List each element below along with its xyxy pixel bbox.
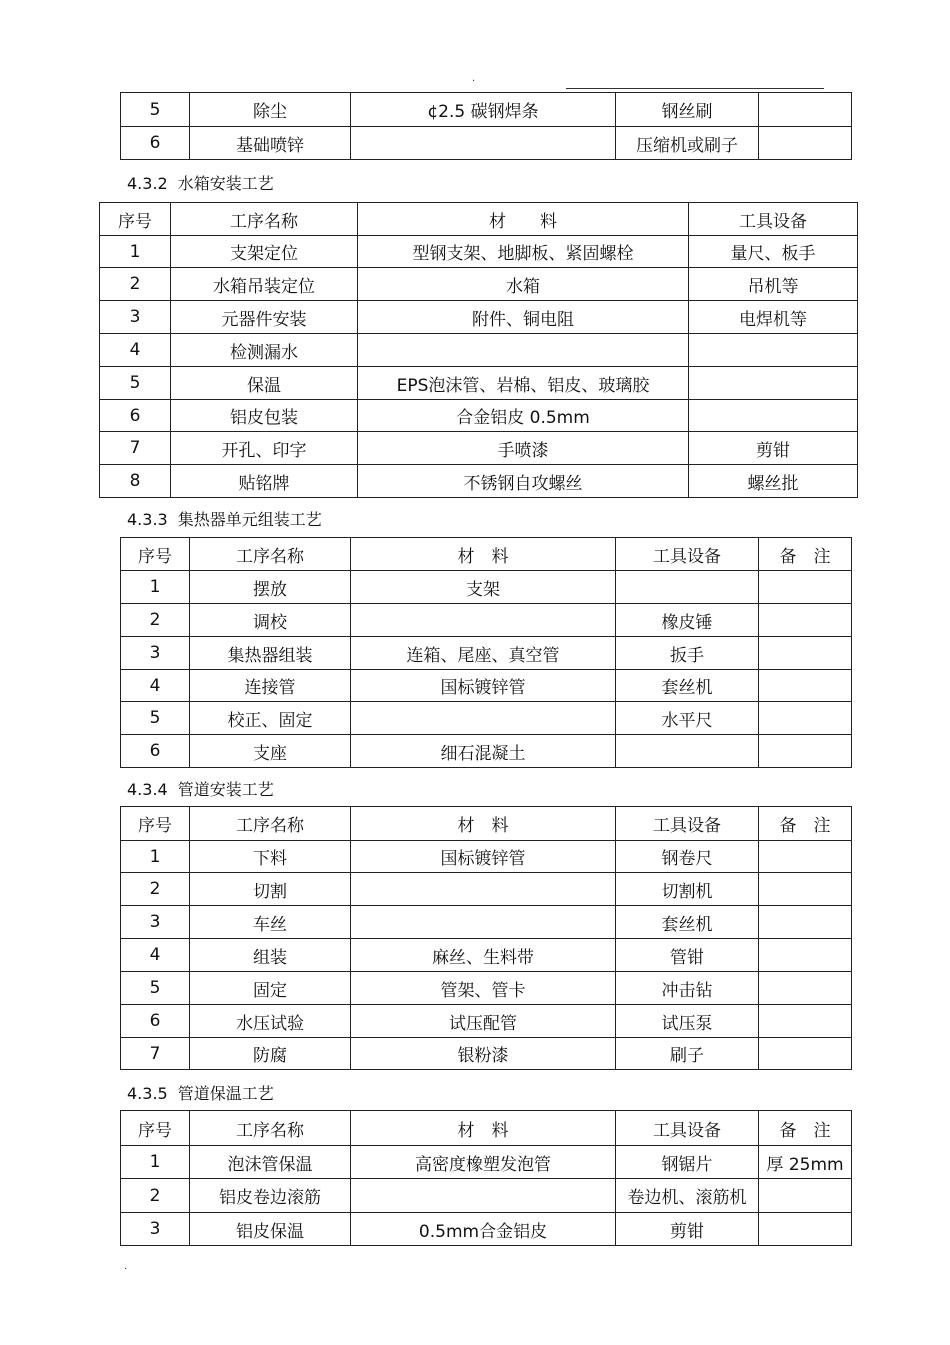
header-cell: 材 料	[351, 1111, 616, 1146]
table-cell: 6	[121, 735, 190, 768]
table-cell: 高密度橡塑发泡管	[351, 1146, 616, 1179]
table-cell	[759, 1213, 852, 1246]
table-cell	[358, 334, 689, 367]
table-cell: 扳手	[616, 637, 759, 670]
table-cell: 调校	[190, 604, 351, 637]
table-cell: 6	[100, 400, 171, 432]
table-cell: 1	[121, 571, 190, 604]
header-cell: 序号	[100, 203, 171, 236]
header-cell: 工具设备	[616, 1111, 759, 1146]
table-cell: 吊机等	[689, 268, 858, 301]
table-cell: 5	[121, 93, 190, 127]
table-row	[100, 268, 858, 301]
header-cell: 材 料	[358, 203, 689, 236]
heading-4-3-4	[127, 780, 274, 800]
table-cell: 4	[121, 670, 190, 702]
table-cell: 冲击钻	[616, 972, 759, 1005]
table-cell: 3	[121, 906, 190, 939]
table-cell: 剪钳	[616, 1213, 759, 1246]
table-cell: 2	[121, 604, 190, 637]
table-cell: 卷边机、滚筋机	[616, 1179, 759, 1213]
table-cell: 套丝机	[616, 670, 759, 702]
table-row	[100, 432, 858, 465]
header-cell: 工具设备	[616, 538, 759, 571]
table-cell: 切割机	[616, 873, 759, 906]
header-cell: 备 注	[759, 1111, 852, 1146]
table-cell: 支架	[351, 571, 616, 604]
table-cell	[759, 93, 852, 127]
table-cell	[759, 127, 852, 160]
table-cell: ¢2.5 碳钢焊条	[351, 93, 616, 127]
table-row	[121, 735, 852, 768]
table-cell: 集热器组装	[190, 637, 351, 670]
table-cell	[759, 571, 852, 604]
table-cell: 基础喷锌	[190, 127, 351, 160]
table-cell: 开孔、印字	[171, 432, 358, 465]
table-cell: 压缩机或刷子	[616, 127, 759, 160]
table-cell: 6	[121, 1005, 190, 1038]
table-cell: 量尺、板手	[689, 236, 858, 268]
header-cell: 材 料	[351, 807, 616, 841]
table-cell	[759, 841, 852, 873]
bottom-dot: .	[124, 1261, 128, 1272]
header-cell: 序号	[121, 538, 190, 571]
table-cell: 橡皮锤	[616, 604, 759, 637]
top-dot: .	[472, 73, 476, 84]
table-cell: 支架定位	[171, 236, 358, 268]
table-row	[121, 972, 852, 1005]
table-cell: 支座	[190, 735, 351, 768]
table-cell: 3	[100, 301, 171, 334]
table-header-row	[121, 807, 852, 841]
table-cell	[759, 972, 852, 1005]
table-cell: 切割	[190, 873, 351, 906]
table-cell: 7	[100, 432, 171, 465]
header-cell: 序号	[121, 1111, 190, 1146]
header-cell: 工具设备	[689, 203, 858, 236]
heading-4-3-3	[127, 510, 322, 530]
table-cell	[759, 1038, 852, 1070]
table-cell	[351, 702, 616, 735]
table-cell: 2	[121, 873, 190, 906]
table-cell	[759, 735, 852, 768]
section-number: 4.3.2	[127, 174, 168, 193]
table-cell: 厚 25mm	[759, 1146, 852, 1179]
table-cell: 3	[121, 637, 190, 670]
table-cell: 钢锯片	[616, 1146, 759, 1179]
table-cell: 麻丝、生料带	[351, 939, 616, 972]
table-cell	[351, 906, 616, 939]
table-cell: 试压泵	[616, 1005, 759, 1038]
table-cell	[759, 906, 852, 939]
table-cell: 除尘	[190, 93, 351, 127]
table-cell: 校正、固定	[190, 702, 351, 735]
table-4-3-3	[120, 537, 852, 768]
table-cell: 钢卷尺	[616, 841, 759, 873]
heading-4-3-2	[127, 174, 274, 194]
table-row	[121, 939, 852, 972]
table-cell: 螺丝批	[689, 465, 858, 498]
table-4-3-1-continued	[120, 92, 852, 160]
table-cell: 2	[121, 1179, 190, 1213]
table-cell: 1	[121, 1146, 190, 1179]
table-cell: 手喷漆	[358, 432, 689, 465]
table-cell: 附件、铜电阻	[358, 301, 689, 334]
table-cell: 检测漏水	[171, 334, 358, 367]
table-row	[121, 127, 852, 160]
table-row	[121, 637, 852, 670]
table-cell: EPS泡沫管、岩棉、铝皮、玻璃胶	[358, 367, 689, 400]
table-row	[121, 1213, 852, 1246]
table-row	[121, 906, 852, 939]
table-cell: 2	[100, 268, 171, 301]
table-cell: 银粉漆	[351, 1038, 616, 1070]
table-cell: 下料	[190, 841, 351, 873]
table-header-row	[100, 203, 858, 236]
table-cell: 固定	[190, 972, 351, 1005]
table-header-row	[121, 1111, 852, 1146]
table-cell: 管架、管卡	[351, 972, 616, 1005]
table-cell: 铝皮卷边滚筋	[190, 1179, 351, 1213]
table-cell	[689, 400, 858, 432]
table-header-row	[121, 538, 852, 571]
header-cell: 序号	[121, 807, 190, 841]
table-cell	[759, 873, 852, 906]
section-number: 4.3.4	[127, 780, 168, 799]
top-rule	[566, 88, 824, 89]
table-cell: 钢丝刷	[616, 93, 759, 127]
header-cell: 备 注	[759, 807, 852, 841]
table-row	[121, 1146, 852, 1179]
table-cell	[351, 873, 616, 906]
table-cell: 4	[121, 939, 190, 972]
table-cell: 国标镀锌管	[351, 670, 616, 702]
table-row	[121, 1005, 852, 1038]
table-row	[100, 367, 858, 400]
table-cell: 剪钳	[689, 432, 858, 465]
table-row	[121, 571, 852, 604]
table-cell: 水箱吊装定位	[171, 268, 358, 301]
table-cell	[616, 571, 759, 604]
table-cell: 水压试验	[190, 1005, 351, 1038]
table-cell: 元器件安装	[171, 301, 358, 334]
section-title: 管道保温工艺	[177, 1084, 274, 1103]
table-cell: 贴铭牌	[171, 465, 358, 498]
table-cell: 试压配管	[351, 1005, 616, 1038]
table-row	[121, 873, 852, 906]
table-cell: 管钳	[616, 939, 759, 972]
table-cell: 铝皮包装	[171, 400, 358, 432]
table-cell: 防腐	[190, 1038, 351, 1070]
table-cell	[759, 702, 852, 735]
table-cell: 摆放	[190, 571, 351, 604]
header-cell: 工序名称	[171, 203, 358, 236]
table-cell: 合金铝皮 0.5mm	[358, 400, 689, 432]
section-title: 管道安装工艺	[177, 780, 274, 799]
table-cell	[759, 637, 852, 670]
table-cell: 1	[100, 236, 171, 268]
table-cell: 8	[100, 465, 171, 498]
table-cell	[759, 670, 852, 702]
table-cell	[759, 1179, 852, 1213]
table-row	[100, 301, 858, 334]
table-cell: 车丝	[190, 906, 351, 939]
table-row	[121, 702, 852, 735]
table-cell: 水平尺	[616, 702, 759, 735]
table-cell: 电焊机等	[689, 301, 858, 334]
table-row	[121, 841, 852, 873]
table-cell	[759, 604, 852, 637]
table-row	[121, 1179, 852, 1213]
table-cell: 刷子	[616, 1038, 759, 1070]
table-row	[121, 1038, 852, 1070]
table-cell: 1	[121, 841, 190, 873]
table-cell: 铝皮保温	[190, 1213, 351, 1246]
table-cell: 4	[100, 334, 171, 367]
table-cell: 保温	[171, 367, 358, 400]
header-cell: 备 注	[759, 538, 852, 571]
table-row	[121, 604, 852, 637]
table-row	[121, 93, 852, 127]
table-cell: 型钢支架、地脚板、紧固螺栓	[358, 236, 689, 268]
table-cell	[759, 1005, 852, 1038]
heading-4-3-5	[127, 1084, 274, 1104]
table-cell: 6	[121, 127, 190, 160]
table-cell	[689, 367, 858, 400]
header-cell: 材 料	[351, 538, 616, 571]
table-4-3-2	[99, 202, 858, 498]
table-cell: 水箱	[358, 268, 689, 301]
table-cell: 不锈钢自攻螺丝	[358, 465, 689, 498]
section-number: 4.3.5	[127, 1084, 168, 1103]
table-cell: 3	[121, 1213, 190, 1246]
table-cell: 7	[121, 1038, 190, 1070]
table-cell: 细石混凝土	[351, 735, 616, 768]
header-cell: 工序名称	[190, 538, 351, 571]
table-cell	[759, 939, 852, 972]
table-cell: 国标镀锌管	[351, 841, 616, 873]
table-row	[100, 465, 858, 498]
table-4-3-4	[120, 806, 852, 1070]
table-cell: 连接管	[190, 670, 351, 702]
table-row	[100, 400, 858, 432]
section-number: 4.3.3	[127, 510, 168, 529]
table-cell: 连箱、尾座、真空管	[351, 637, 616, 670]
header-cell: 工具设备	[616, 807, 759, 841]
section-title: 水箱安装工艺	[177, 174, 274, 193]
header-cell: 工序名称	[190, 807, 351, 841]
section-title: 集热器单元组装工艺	[177, 510, 322, 529]
table-cell: 组装	[190, 939, 351, 972]
table-cell	[351, 604, 616, 637]
table-row	[100, 334, 858, 367]
header-cell: 工序名称	[190, 1111, 351, 1146]
table-4-3-5	[120, 1110, 852, 1246]
table-row	[100, 236, 858, 268]
table-cell	[351, 127, 616, 160]
table-cell: 5	[121, 702, 190, 735]
table-cell: 5	[100, 367, 171, 400]
table-cell: 套丝机	[616, 906, 759, 939]
table-cell: 5	[121, 972, 190, 1005]
table-cell: 泡沫管保温	[190, 1146, 351, 1179]
table-cell	[689, 334, 858, 367]
table-row	[121, 670, 852, 702]
table-cell: 0.5mm合金铝皮	[351, 1213, 616, 1246]
table-cell	[616, 735, 759, 768]
table-cell	[351, 1179, 616, 1213]
